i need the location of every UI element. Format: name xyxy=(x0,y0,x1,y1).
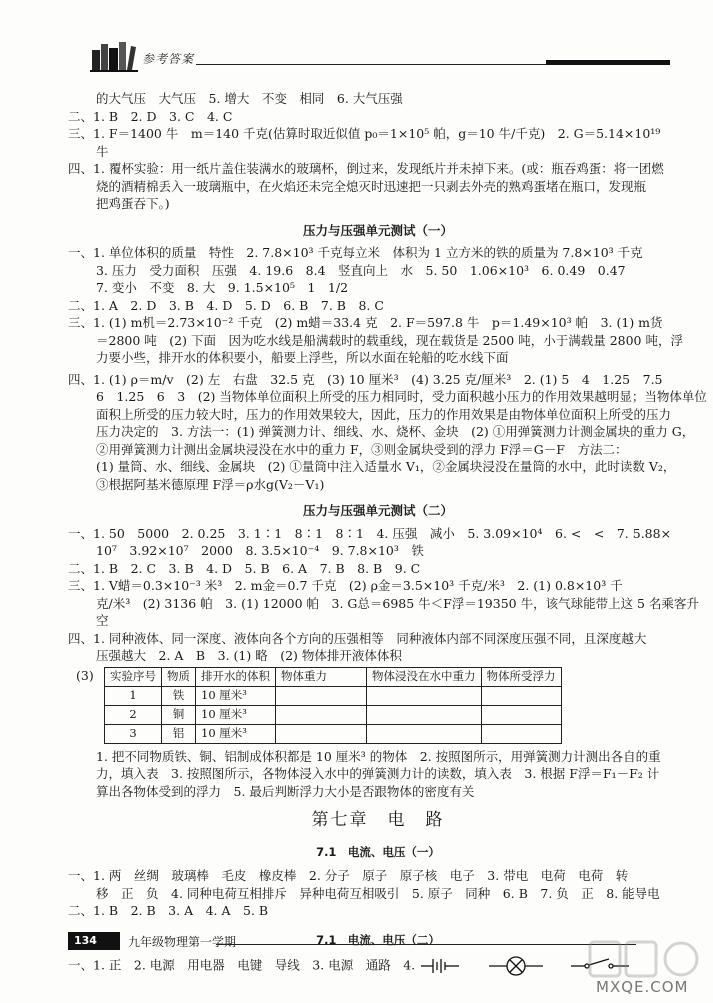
table-cell: 1 xyxy=(105,686,162,705)
text-line: 移 正 负 4. 同种电荷互相排斥 异种电荷互相吸引 5. 原子 同种 6. B 7. 负 正 8. 能导电 xyxy=(96,885,660,901)
table-cell: 10 厘米³ xyxy=(196,705,276,724)
section-title: 7.1 电流、电压（二） xyxy=(316,932,440,947)
text-line: 7. 变小 不变 8. 大 9. 1.5×10⁵ 1 1/2 xyxy=(96,280,349,295)
table-header: 物体浸没在水中重力 xyxy=(367,667,482,686)
section-title: 压力与压强单元测试（一） xyxy=(302,222,453,238)
answer-content xyxy=(68,90,707,977)
text-line: ＝2800 吨 (2) 下面 因为吃水线是船满载时的载重线，现在载货是 2500 吨，小于满载量 2800 吨，浮 xyxy=(96,332,683,348)
header-title: 参考答案 xyxy=(142,52,195,66)
text-line: 四、1. (1) ρ＝m/v (2) 左 右盘 32.5 克 (3) 10 厘米³ (4) 3.25 克/厘米³ 2. (1) 5 4 1.25 7.5 xyxy=(68,371,663,387)
page-footer xyxy=(68,932,668,956)
text-span: 一、1. 正 2. 电源 用电器 电键 导线 3. 电源 通路 4. xyxy=(68,957,416,973)
header-rule xyxy=(196,64,546,65)
table-cell: 10 厘米³ xyxy=(196,686,276,705)
table-cell xyxy=(481,705,561,724)
table-header-row xyxy=(105,667,562,686)
table-cell: 铝 xyxy=(162,724,196,743)
table-row xyxy=(105,724,562,743)
header-rule-bold xyxy=(546,60,670,65)
watermark-text: MXQE.COM xyxy=(596,978,689,996)
text-line: 6 1.25 6 3 (2) 当物体单位面积上所受的压力相同时，受力面积越小压力的作用效果越明显；当物体单位 xyxy=(96,389,707,404)
text-line: 三、1. (1) m机＝2.73×10⁻² 千克 (2) m蜡＝33.4 克 2. F＝597.8 牛 p＝1.49×10³ 帕 3. (1) m货 xyxy=(68,315,663,330)
table-cell xyxy=(367,724,482,743)
table-cell xyxy=(367,705,482,724)
footer-rule xyxy=(216,944,636,945)
table-cell xyxy=(276,705,367,724)
table-cell: 铁 xyxy=(162,686,196,705)
page-number-box xyxy=(68,932,120,950)
text-line: 四、1. 同种液体、同一深度、液体向各个方向的压强相等 同种液体内部不同深度压强不同，且深度越大 xyxy=(68,630,647,646)
text-line: 二、1. B 2. D 3. C 4. C xyxy=(68,108,233,124)
text-line: 二、1. A 2. D 3. B 4. D 5. D 6. B 7. B 8. C xyxy=(68,297,384,313)
table-cell xyxy=(276,724,367,743)
text-line: 力要小些，排开水的体积要小，船要上浮些，所以水面在轮船的吃水线下面 xyxy=(96,350,509,365)
text-line: 10⁷ 3.92×10⁷ 2000 8. 3.5×10⁻⁴ 9. 7.8×10³ 铁 xyxy=(96,543,424,558)
section-title: 压力与压强单元测试（二） xyxy=(302,503,453,518)
text-line xyxy=(68,262,688,280)
footer-title: 九年级物理第一学期 xyxy=(128,935,237,949)
text-line: 三、1. F＝1400 牛 m＝140 千克(估算时取近似值 p₀＝1×10⁵ 帕，g＝10 牛/千克) 2. G＝5.14×10¹⁹ xyxy=(68,126,661,141)
table-header: 实验序号 xyxy=(105,667,162,686)
page-header xyxy=(0,0,713,90)
page-number: 134 xyxy=(74,934,97,947)
text-line: (1) 量筒、水、细线、金属块 (2) ①量筒中注入适量水 V₁，②金属块浸没在量筒的水中，此时读数 V₂， xyxy=(96,459,676,474)
text-span: 3. 压力 受力面积 压强 xyxy=(96,262,237,278)
table-label: (3) xyxy=(76,667,94,683)
text-line: 二、1. B 2. B 3. A 4. A 5. B xyxy=(68,903,269,918)
table-cell xyxy=(481,686,561,705)
text-line: ②用弹簧测力计测出金属块浸没在水中的重力 F，③则金属块受到的浮力 F浮＝G－F 方法二： xyxy=(96,441,628,457)
text-span: 4. 19.6 8.4 竖直向上 水 5. 50 1.06×10³ 6. 0.49 0.47 xyxy=(249,262,626,278)
text-line: 二、1. B 2. C 3. B 4. D 5. B 6. A 7. B 8. B 9. C xyxy=(68,560,421,576)
table-header: 物质 xyxy=(162,667,196,686)
chapter-title: 第七章 电 路 xyxy=(311,810,445,830)
text-line: 克/米³ (2) 3136 帕 3. (1) 12000 帕 3. G总＝6985 牛＜F浮＝19350 牛，该气球能带上这 5 名乘客升 xyxy=(96,595,699,611)
text-line: 面积上所受的压力较大时，压力的作用效果较大，因此，压力的作用效果是由物体单位面积上所受的压力 xyxy=(96,406,672,422)
text-line: 空 xyxy=(96,613,109,628)
text-line: 三、1. V蜡＝0.3×10⁻³ 米³ 2. m金＝0.7 千克 (2) ρ金＝3.5×10³ 千克/米³ 2. (1) 0.8×10³ 千 xyxy=(68,578,623,593)
text-line: 四、1. 覆杯实验：用一纸片盖住装满水的玻璃杯，倒过来，发现纸片并未掉下来。(或：瓶吞鸡蛋：将一团燃 xyxy=(68,161,664,176)
text-line: 牛 xyxy=(96,143,109,159)
text-line: 压力决定的 3. 方法一：(1) 弹簧测力计、细线、水、烧杯、金块 (2) ①用弹簧测力计测金属块的重力 G， xyxy=(96,424,695,439)
table-cell xyxy=(367,686,482,705)
text-line: 力，填入表 3. 按照图所示，各物体浸入水中的弹簧测力计的读数，填入表 3. 根据 F浮＝F₁－F₂ 计 xyxy=(96,766,660,781)
books-icon xyxy=(90,40,138,72)
table-row xyxy=(105,686,562,705)
text-line: 1. 把不同物质铁、铜、铝制成体积都是 10 厘米³ 的物体 2. 按照图所示，用弹簧测力计测出各自的重 xyxy=(96,748,661,764)
table-header: 排开水的体积 xyxy=(196,667,276,686)
table-cell: 铜 xyxy=(162,705,196,724)
text-line: 一、1. 两 丝绸 玻璃棒 毛皮 橡皮棒 2. 分子 原子 原子核 电子 3. 带电 电荷 电荷 转 xyxy=(68,868,629,883)
experiment-table xyxy=(104,667,562,744)
table-cell xyxy=(276,686,367,705)
text-line: 的大气压 大气压 5. 增大 不变 相同 6. 大气压强 xyxy=(96,91,403,106)
text-line: ③根据阿基米德原理 F浮＝ρ水g(V₂－V₁) xyxy=(96,476,325,492)
text-line: 一、1. 单位体积的质量 特性 2. 7.8×10³ 千克每立米 体积为 1 立方米的铁的质量为 7.8×10³ 千克 xyxy=(68,245,643,260)
section-title: 7.1 电流、电压（一） xyxy=(316,844,440,859)
text-line: 把鸡蛋吞下。) xyxy=(96,196,170,211)
table-row xyxy=(105,705,562,724)
text-line: 算出各物体受到的浮力 5. 最后判断浮力大小是否跟物体的密度有关 xyxy=(96,783,475,799)
table-cell: 2 xyxy=(105,705,162,724)
table-cell: 10 厘米³ xyxy=(196,724,276,743)
experiment-table-block xyxy=(68,667,688,744)
text-line: 一、1. 50 5000 2. 0.25 3. 1∶1 8∶1 8∶1 4. 压强 减小 5. 3.09×10⁴ 6. < < 7. 5.88× xyxy=(68,525,672,541)
table-cell: 3 xyxy=(105,724,162,743)
text-line: 压强越大 2. A B 3. (1) 略 (2) 物体排开液体体积 xyxy=(96,648,402,663)
table-header: 物体所受浮力 xyxy=(481,667,561,686)
table-header: 物体重力 xyxy=(276,667,367,686)
text-line: 烧的酒精棉丢入一玻璃瓶中，在火焰还未完全熄灭时迅速把一只剥去外壳的熟鸡蛋堵在瓶口，发现瓶 xyxy=(96,178,647,194)
table-cell xyxy=(481,724,561,743)
